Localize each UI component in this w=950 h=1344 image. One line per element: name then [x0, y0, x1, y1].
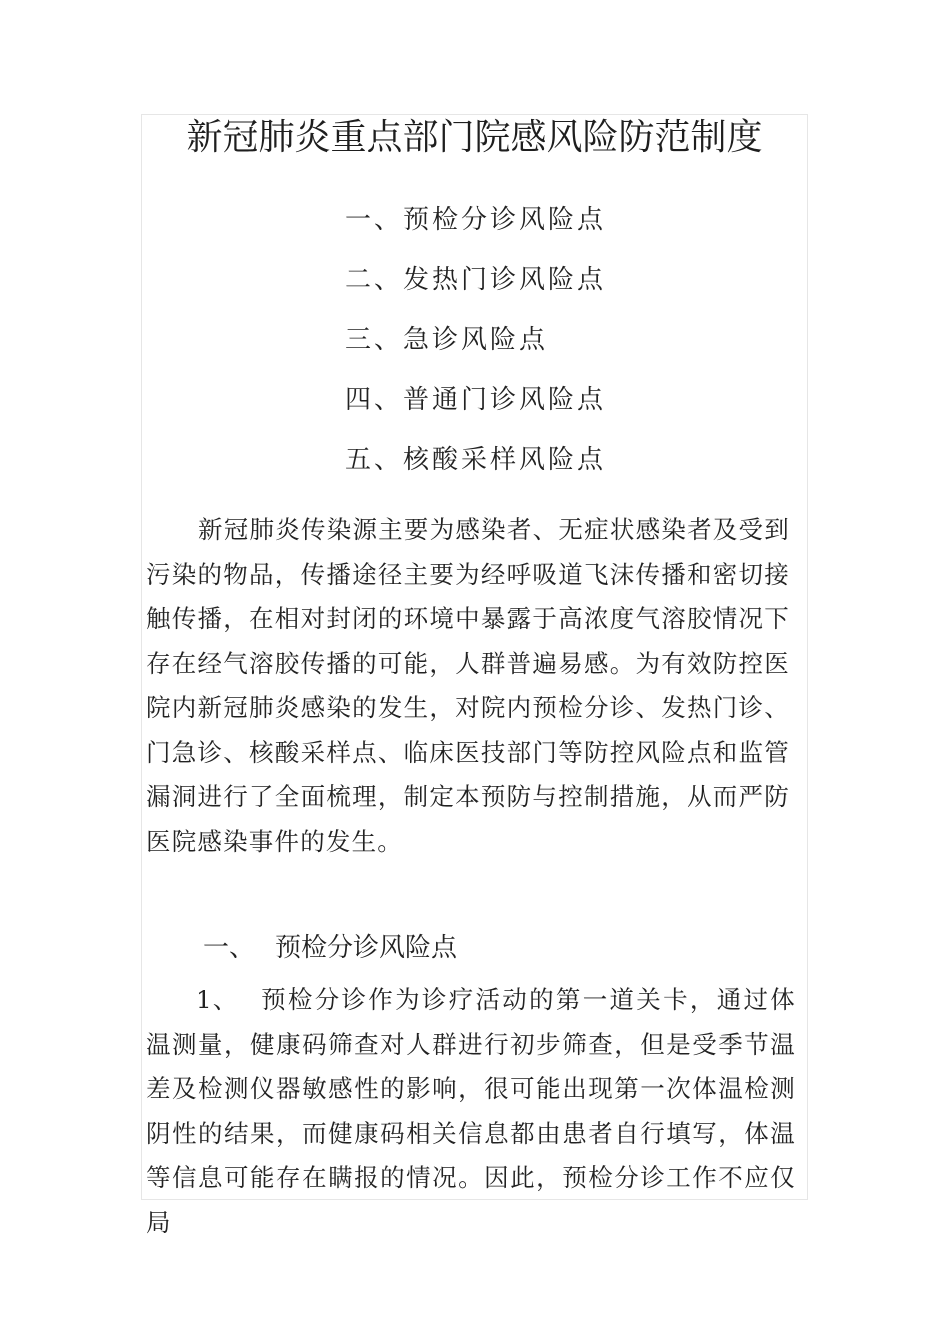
item-text: 预检分诊作为诊疗活动的第一道关卡，通过体温测量，健康码筛查对人群进行初步筛查，但是受季节温差及检测仪器敏感性的影响，很可能出现第一次体温检测阴性的结果，而健康码相关信息都由患者自行填写，体温等信息可能存在瞒报的情况。因此，预检分诊工作不应仅局 — [146, 985, 796, 1237]
toc-item: 五、核酸采样风险点 — [345, 445, 607, 475]
toc-item: 二、发热门诊风险点 — [345, 265, 607, 295]
section-paragraph — [146, 978, 796, 1237]
toc-item: 一、预检分诊风险点 — [345, 205, 607, 235]
toc-item: 四、普通门诊风险点 — [345, 385, 607, 415]
table-of-contents — [345, 190, 606, 490]
toc-item: 三、急诊风险点 — [345, 325, 549, 355]
section-number: 一、 — [203, 933, 256, 963]
item-number: 1、 — [196, 985, 239, 1014]
document-title: 新冠肺炎重点部门院感风险防范制度 — [186, 117, 763, 158]
section-title: 预检分诊风险点 — [275, 933, 458, 963]
section-heading — [203, 926, 457, 970]
intro-paragraph: 新冠肺炎传染源主要为感染者、无症状感染者及受到污染的物品，传播途径主要为经呼吸道飞沫传播和密切接触传播，在相对封闭的环境中暴露于高浓度气溶胶情况下存在经气溶胶传播的可能，人群普遍易感。为有效防控医院内新冠肺炎感染的发生，对院内预检分诊、发热门诊、门急诊、核酸采样点、临床医技部门等防控风险点和监管漏洞进行了全面梳理，制定本预防与控制措施，从而严防医院感染事件的发生。 — [146, 515, 790, 856]
